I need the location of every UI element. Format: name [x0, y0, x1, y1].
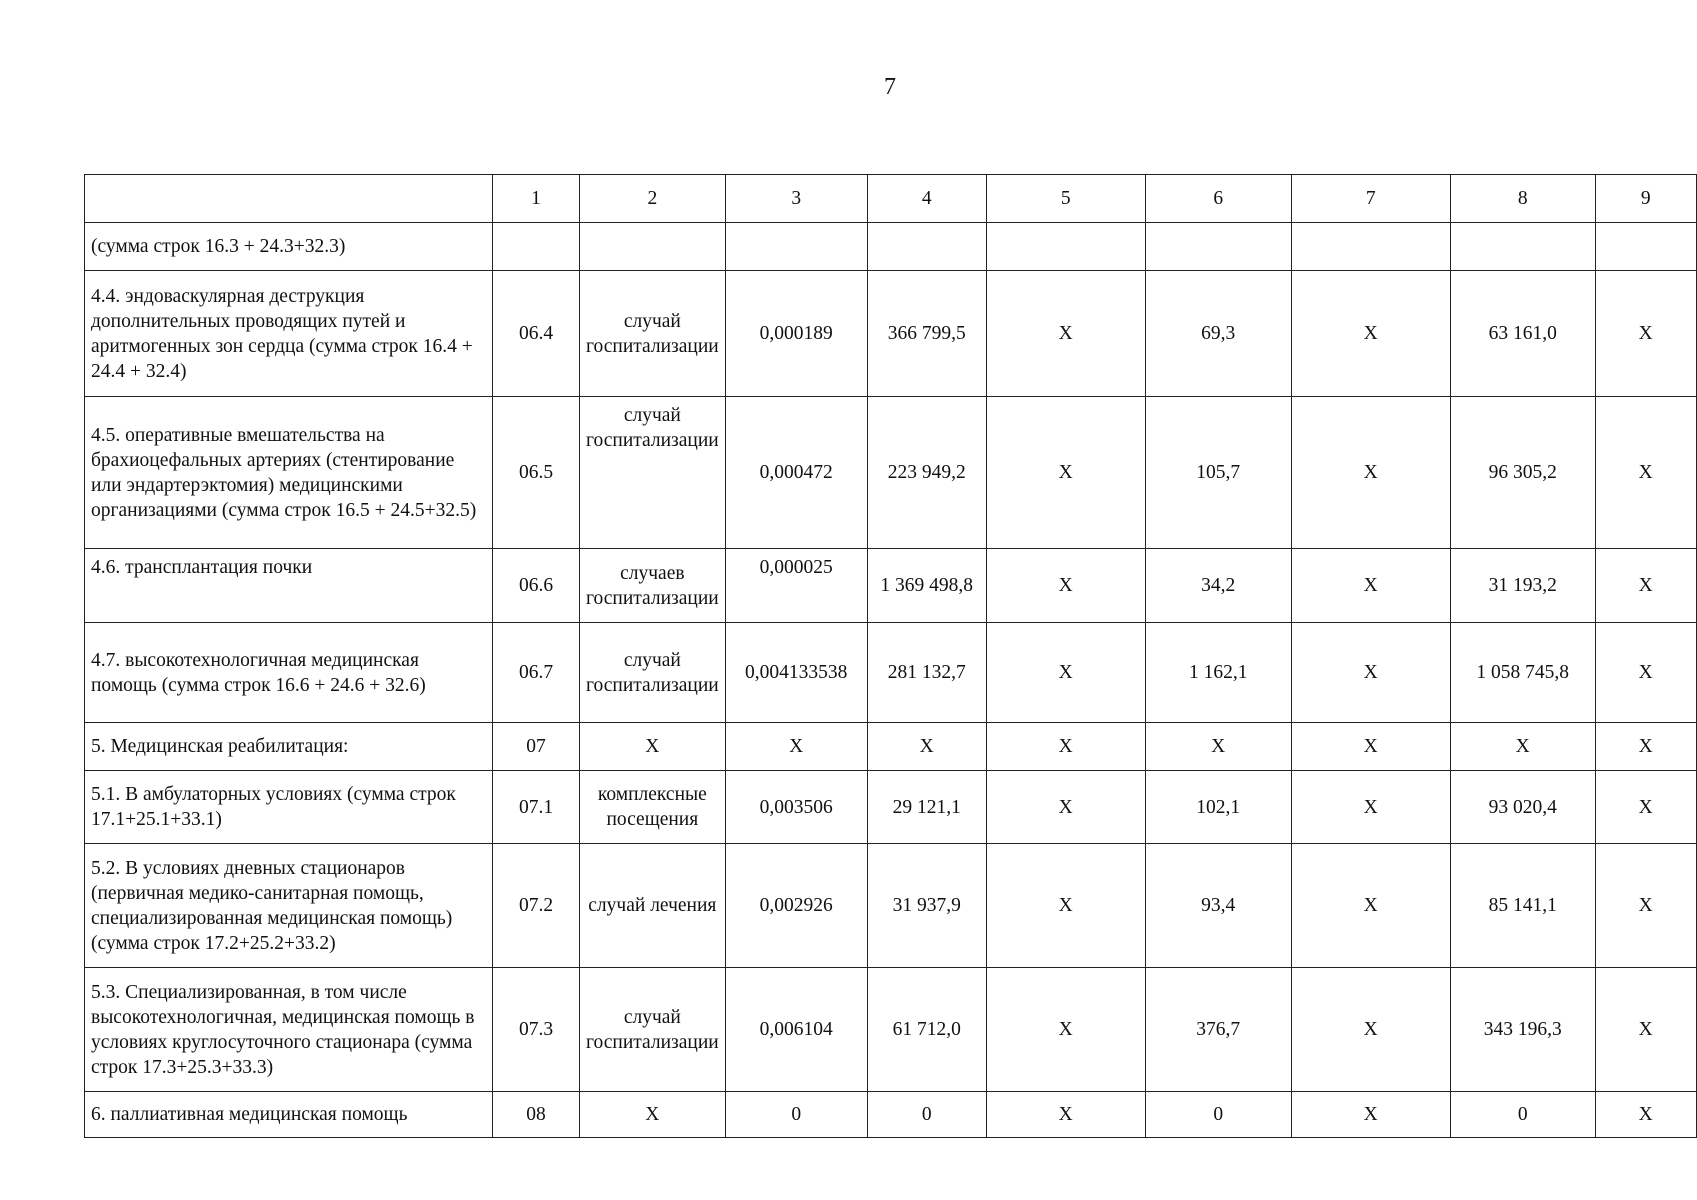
code-cell — [493, 223, 580, 271]
value-cell: Х — [1595, 549, 1696, 623]
header-cell: 5 — [986, 175, 1145, 223]
value-cell: Х — [1291, 623, 1450, 723]
value-cell: Х — [725, 723, 867, 771]
value-cell: 0 — [867, 1092, 986, 1138]
value-cell: 0,003506 — [725, 771, 867, 844]
value-cell — [1595, 223, 1696, 271]
value-cell: Х — [1291, 844, 1450, 968]
value-cell: 1 369 498,8 — [867, 549, 986, 623]
unit-cell — [580, 223, 726, 271]
value-cell: 31 937,9 — [867, 844, 986, 968]
value-cell: 29 121,1 — [867, 771, 986, 844]
unit-cell: случай госпитализации — [580, 397, 726, 549]
page-number: 7 — [884, 74, 896, 100]
table-row — [85, 771, 1697, 844]
code-cell: 07.3 — [493, 968, 580, 1092]
value-cell: 366 799,5 — [867, 271, 986, 397]
value-cell: Х — [1595, 723, 1696, 771]
value-cell: 105,7 — [1145, 397, 1291, 549]
value-cell: Х — [1291, 397, 1450, 549]
value-cell: Х — [867, 723, 986, 771]
value-cell: 0,004133538 — [725, 623, 867, 723]
value-cell: 0,000472 — [725, 397, 867, 549]
table-row — [85, 223, 1697, 271]
code-cell: 06.6 — [493, 549, 580, 623]
value-cell: 61 712,0 — [867, 968, 986, 1092]
value-cell: Х — [1291, 271, 1450, 397]
value-cell: Х — [1595, 397, 1696, 549]
row-name-cell: 4.7. высокотехнологичная медицинская помощь (сумма строк 16.6 + 24.6 + 32.6) — [85, 623, 493, 723]
value-cell — [867, 223, 986, 271]
header-cell: 3 — [725, 175, 867, 223]
value-cell: 1 162,1 — [1145, 623, 1291, 723]
value-cell: 0 — [1450, 1092, 1595, 1138]
row-name-cell: 5.2. В условиях дневных стационаров (первичная медико-санитарная помощь, специализированная медицинская помощь) (сумма строк 17.2+25.2+33.2) — [85, 844, 493, 968]
value-cell: 0,000025 — [725, 549, 867, 623]
table-row — [85, 271, 1697, 397]
value-cell: 85 141,1 — [1450, 844, 1595, 968]
value-cell: Х — [1595, 1092, 1696, 1138]
table-body — [85, 175, 1697, 1138]
value-cell: 343 196,3 — [1450, 968, 1595, 1092]
header-cell: 6 — [1145, 175, 1291, 223]
row-name-cell: 5.1. В амбулаторных условиях (сумма строк 17.1+25.1+33.1) — [85, 771, 493, 844]
header-cell: 2 — [580, 175, 726, 223]
unit-cell: комплексные посещения — [580, 771, 726, 844]
value-cell: 0,006104 — [725, 968, 867, 1092]
unit-cell: Х — [580, 1092, 726, 1138]
value-cell — [1291, 223, 1450, 271]
unit-cell: случай лечения — [580, 844, 726, 968]
header-cell: 8 — [1450, 175, 1595, 223]
value-cell: 93,4 — [1145, 844, 1291, 968]
value-cell: 376,7 — [1145, 968, 1291, 1092]
value-cell: 0 — [1145, 1092, 1291, 1138]
value-cell: Х — [1291, 1092, 1450, 1138]
value-cell: Х — [986, 397, 1145, 549]
table-row — [85, 723, 1697, 771]
value-cell: Х — [986, 549, 1145, 623]
code-cell: 07.1 — [493, 771, 580, 844]
value-cell: 63 161,0 — [1450, 271, 1595, 397]
value-cell: 0 — [725, 1092, 867, 1138]
row-name-cell: 6. паллиативная медицинская помощь — [85, 1092, 493, 1138]
code-cell: 08 — [493, 1092, 580, 1138]
unit-cell: случай госпитализации — [580, 271, 726, 397]
unit-cell: случай госпитализации — [580, 968, 726, 1092]
value-cell: Х — [986, 771, 1145, 844]
table-row — [85, 968, 1697, 1092]
row-name-cell: 4.4. эндоваскулярная деструкция дополнительных проводящих путей и аритмогенных зон сердца (сумма строк 16.4 + 24.4 + 32.4) — [85, 271, 493, 397]
row-name-cell: (сумма строк 16.3 + 24.3+32.3) — [85, 223, 493, 271]
value-cell: Х — [986, 623, 1145, 723]
code-cell: 06.5 — [493, 397, 580, 549]
value-cell — [986, 223, 1145, 271]
row-name-cell: 5.3. Специализированная, в том числе высокотехнологичная, медицинская помощь в условиях круглосуточного стационара (сумма строк 17.3+25.3+33.3) — [85, 968, 493, 1092]
table-row — [85, 1092, 1697, 1138]
value-cell — [1145, 223, 1291, 271]
table-row — [85, 549, 1697, 623]
header-cell — [85, 175, 493, 223]
value-cell: Х — [1291, 771, 1450, 844]
value-cell: Х — [986, 271, 1145, 397]
value-cell: 93 020,4 — [1450, 771, 1595, 844]
value-cell: Х — [1145, 723, 1291, 771]
header-row — [85, 175, 1697, 223]
value-cell — [1450, 223, 1595, 271]
value-cell: 1 058 745,8 — [1450, 623, 1595, 723]
value-cell: Х — [1595, 844, 1696, 968]
value-cell: Х — [986, 723, 1145, 771]
value-cell: 96 305,2 — [1450, 397, 1595, 549]
value-cell: Х — [1595, 271, 1696, 397]
value-cell: Х — [1595, 968, 1696, 1092]
header-cell: 7 — [1291, 175, 1450, 223]
header-cell: 1 — [493, 175, 580, 223]
header-cell: 9 — [1595, 175, 1696, 223]
value-cell: 34,2 — [1145, 549, 1291, 623]
data-table — [84, 174, 1697, 1138]
unit-cell: Х — [580, 723, 726, 771]
value-cell: Х — [1291, 549, 1450, 623]
value-cell: 69,3 — [1145, 271, 1291, 397]
header-cell: 4 — [867, 175, 986, 223]
row-name-cell: 5. Медицинская реабилитация: — [85, 723, 493, 771]
value-cell: 281 132,7 — [867, 623, 986, 723]
code-cell: 07.2 — [493, 844, 580, 968]
row-name-cell: 4.5. оперативные вмешательства на брахиоцефальных артериях (стентирование или эндартерэктомия) медицинскими организациями (сумма строк 16.5 + 24.5+32.5) — [85, 397, 493, 549]
unit-cell: случай госпитализации — [580, 623, 726, 723]
code-cell: 06.7 — [493, 623, 580, 723]
value-cell: Х — [1450, 723, 1595, 771]
value-cell: Х — [1595, 771, 1696, 844]
value-cell: Х — [986, 1092, 1145, 1138]
value-cell: Х — [986, 968, 1145, 1092]
value-cell: 0,000189 — [725, 271, 867, 397]
row-name-cell: 4.6. трансплантация почки — [85, 549, 493, 623]
value-cell: Х — [1291, 723, 1450, 771]
table-row — [85, 844, 1697, 968]
value-cell: 31 193,2 — [1450, 549, 1595, 623]
value-cell: 0,002926 — [725, 844, 867, 968]
value-cell — [725, 223, 867, 271]
value-cell: 102,1 — [1145, 771, 1291, 844]
value-cell: 223 949,2 — [867, 397, 986, 549]
table-row — [85, 397, 1697, 549]
table-row — [85, 623, 1697, 723]
value-cell: Х — [1291, 968, 1450, 1092]
value-cell: Х — [986, 844, 1145, 968]
code-cell: 06.4 — [493, 271, 580, 397]
unit-cell: случаев госпитализации — [580, 549, 726, 623]
code-cell: 07 — [493, 723, 580, 771]
value-cell: Х — [1595, 623, 1696, 723]
